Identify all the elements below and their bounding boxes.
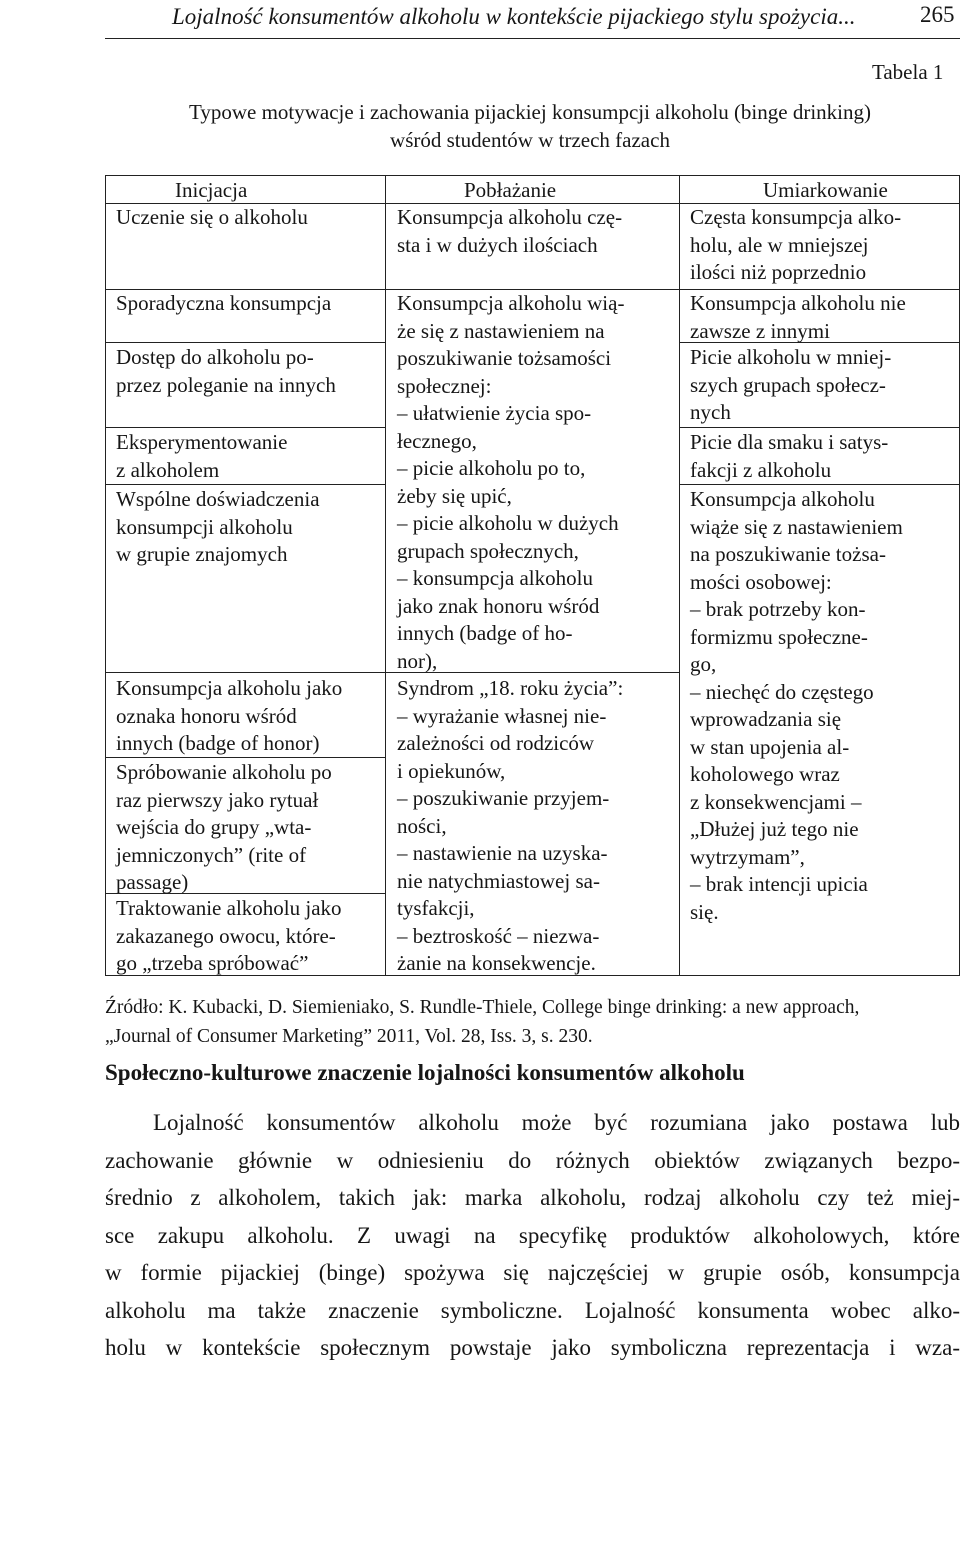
- table-cell: Dostęp do alkoholu po- przez poleganie na innych: [116, 345, 336, 397]
- table-source: [105, 993, 960, 1051]
- row-divider: [679, 484, 959, 485]
- caption-line-2: wśród studentów w trzech fazach: [390, 128, 670, 152]
- table-cell: Picie dla smaku i satys- fakcji z alkoholu: [690, 430, 889, 482]
- column-header-poblazanie: Pobłażanie: [464, 178, 557, 202]
- column-divider-1: [385, 175, 386, 975]
- table-cell: Konsumpcja alkoholu wiąże się z nastawieniem na poszukiwanie tożsa- mości osobowej: – brak potrzeby kon- formizmu społeczne- go, – niechęć do częstego wprowadzania się w stan upojenia al- koholowego wraz z konsekwencjami – „Dłużej już tego nie wytrzymam”, – brak intencji upicia się.: [690, 487, 903, 924]
- paragraph-line: zachowanie głównie w odniesieniu do różnych obiektów związanych bezpo-: [105, 1147, 960, 1173]
- table-cell: Eksperymentowanie z alkoholem: [116, 430, 288, 482]
- table-cell: Picie alkoholu w mniej- szych grupach społecz- nych: [690, 345, 892, 424]
- paragraph-line: Lojalność konsumentów alkoholu może być rozumiana jako postawa lub: [153, 1110, 960, 1135]
- table-left-border: [105, 175, 106, 975]
- table-cell: Spróbowanie alkoholu po raz pierwszy jako rytuał wejścia do grupy „wta- jemniczonych” (rite of passage): [116, 760, 332, 894]
- table-cell: Konsumpcja alkoholu wią- że się z nastawieniem na poszukiwanie tożsamości społecznej: – ułatwienie życia spo- łecznego, – picie alkoholu po to, żeby się upić, – picie alkoholu w dużych grupach społecznych, – konsumpcja alkoholu jako znak honoru wśród innych (badge of ho- nor),: [397, 291, 625, 673]
- table-label: Tabela 1: [872, 60, 944, 84]
- row-divider: [105, 672, 385, 673]
- row-divider: [105, 427, 385, 428]
- paragraph-line: holu w kontekście społecznym powstaje jako symboliczna reprezentacja i wza-: [105, 1335, 960, 1360]
- table-cell: Częsta konsumpcja alko- holu, ale w mniejszej ilości niż poprzednio: [690, 205, 902, 284]
- source-line-1: Źródło: K. Kubacki, D. Siemieniako, S. Rundle-Thiele, College binge drinking: a new approach,: [105, 997, 860, 1018]
- table-cell: Konsumpcja alkoholu czę- sta i w dużych ilościach: [397, 205, 623, 257]
- table-top-border: [105, 175, 960, 176]
- paragraph-line: średnio z alkoholem, takich jak: marka alkoholu, rodzaj alkoholu czy też miej-: [105, 1185, 960, 1210]
- paragraph-line: w formie pijackiej (binge) spożywa się najczęściej w grupie osób, konsumpcja: [105, 1260, 960, 1285]
- row-divider: [105, 484, 385, 485]
- row-divider: [679, 427, 959, 428]
- page-number: 265: [920, 2, 955, 27]
- section-heading: Społeczno-kulturowe znaczenie lojalności konsumentów alkoholu: [105, 1060, 745, 1085]
- table-cell: Wspólne doświadczenia konsumpcji alkoholu w grupie znajomych: [116, 487, 320, 566]
- column-header-inicjacja: Inicjacja: [175, 178, 248, 202]
- table-cell: Konsumpcja alkoholu nie zawsze z innymi: [690, 291, 906, 343]
- paragraph-line: sce zakupu alkoholu. Z uwagi na specyfikę produktów alkoholowych, które: [105, 1222, 960, 1248]
- row-divider: [105, 342, 385, 343]
- table-cell: Uczenie się o alkoholu: [116, 205, 308, 229]
- paragraph-line: alkoholu ma także znaczenie symboliczne. Lojalność konsumenta wobec alko-: [105, 1297, 960, 1323]
- caption-line-1: Typowe motywacje i zachowania pijackiej konsumpcji alkoholu (binge drinking): [188, 100, 871, 124]
- table-cell: Traktowanie alkoholu jako zakazanego owocu, które- go „trzeba spróbować”: [116, 896, 342, 975]
- source-line-2: „Journal of Consumer Marketing” 2011, Vol. 28, Iss. 3, s. 230.: [105, 1026, 593, 1047]
- table-cell: Sporadyczna konsumpcja: [116, 291, 332, 315]
- body-paragraph: [105, 1104, 960, 1367]
- running-header: Lojalność konsumentów alkoholu w kontekście pijackiego stylu spożycia...: [172, 4, 856, 29]
- column-divider-2: [679, 175, 680, 975]
- table-cell: Syndrom „18. roku życia”: – wyrażanie własnej nie- zależności od rodziców i opiekunów, – poszukiwanie przyjem- ności, – nastawienie na uzyska- nie natychmiastowej sa- tysfakcji, – beztroskość – niezwa- żanie na konsekwencje.: [397, 676, 624, 975]
- table-caption: [100, 98, 960, 154]
- table-cell: Konsumpcja alkoholu jako oznaka honoru wśród innych (badge of honor): [116, 676, 343, 755]
- column-header-umiarkowanie: Umiarkowanie: [763, 178, 888, 202]
- header-rule: [105, 38, 960, 39]
